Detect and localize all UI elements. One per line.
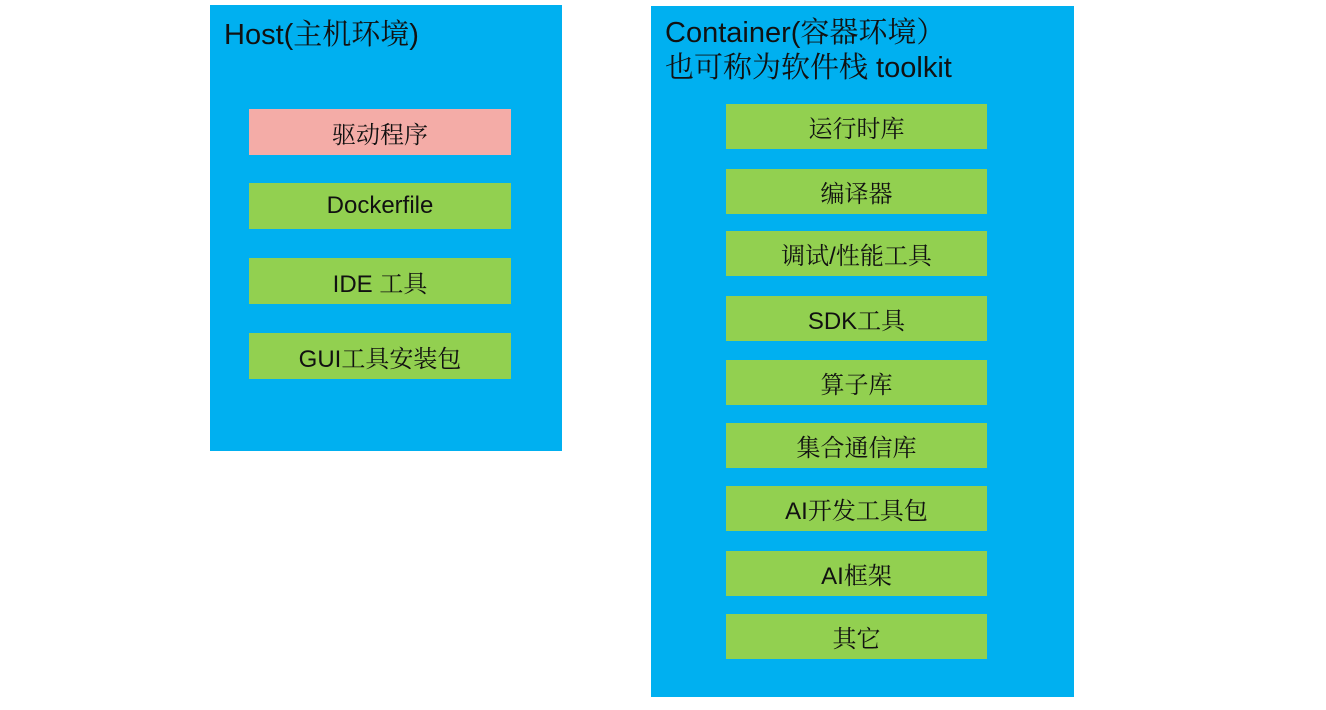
host-item-driver: 驱动程序 <box>249 109 511 155</box>
container-item-sdk-tools: SDK工具 <box>726 296 987 341</box>
container-item-runtime-libs: 运行时库 <box>726 104 987 149</box>
container-panel-title-line1: Container(容器环境） <box>665 17 946 49</box>
container-item-debug-perf-tools: 调试/性能工具 <box>726 231 987 276</box>
host-panel-title: Host(主机环境) <box>224 19 419 51</box>
host-panel <box>210 5 562 451</box>
container-panel-title <box>665 16 952 86</box>
host-item-gui-installer: GUI工具安装包 <box>249 333 511 379</box>
container-item-operator-libs: 算子库 <box>726 360 987 405</box>
container-item-compiler: 编译器 <box>726 169 987 214</box>
container-item-ai-framework: AI框架 <box>726 551 987 596</box>
host-item-ide-tools: IDE 工具 <box>249 258 511 304</box>
container-item-ai-dev-toolkit: AI开发工具包 <box>726 486 987 531</box>
host-item-dockerfile: Dockerfile <box>249 183 511 229</box>
container-panel <box>651 6 1074 697</box>
container-panel-title-line2: 也可称为软件栈 toolkit <box>665 52 952 84</box>
container-item-collective-comm-libs: 集合通信库 <box>726 423 987 468</box>
container-item-others: 其它 <box>726 614 987 659</box>
